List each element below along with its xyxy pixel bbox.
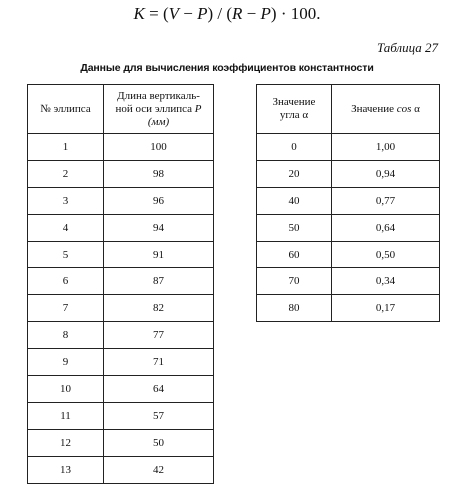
angle-header-line2: угла α: [279, 109, 309, 121]
axis-length-cell: 100: [104, 134, 214, 161]
axis-length-header-line1: Длина вертикаль-: [117, 89, 200, 102]
cosine-value-cell: 0,64: [332, 214, 440, 241]
ellipse-table-row: [28, 349, 214, 376]
formula-eq: = (: [144, 4, 169, 23]
ellipse-number-cell: 9: [28, 349, 104, 376]
formula-mid: ) / (: [207, 4, 233, 23]
formula-r: R: [232, 4, 243, 23]
cosine-value-cell: 0,94: [332, 160, 440, 187]
ellipse-number-cell: 2: [28, 160, 104, 187]
axis-length-header: [104, 85, 214, 134]
angle-header-line1: Значение: [272, 96, 316, 108]
formula-tail: ) · 100.: [270, 4, 321, 23]
cosine-value-cell: 0,77: [332, 187, 440, 214]
ellipse-number-cell: 1: [28, 134, 104, 161]
cosine-header: [332, 85, 440, 134]
formula: [0, 4, 454, 24]
ellipse-number-cell: 13: [28, 456, 104, 483]
ellipse-number-cell: 11: [28, 402, 104, 429]
cosine-value-cell: 0,34: [332, 268, 440, 295]
axis-length-cell: 98: [104, 160, 214, 187]
ellipse-number-header: [28, 85, 104, 134]
axis-length-cell: 87: [104, 268, 214, 295]
axis-length-cell: 96: [104, 187, 214, 214]
axis-length-cell: 82: [104, 295, 214, 322]
ellipse-number-cell: 7: [28, 295, 104, 322]
angle-value-cell: 40: [257, 187, 332, 214]
ellipse-number-cell: 5: [28, 241, 104, 268]
axis-length-cell: 64: [104, 376, 214, 403]
angle-value-cell: 60: [257, 241, 332, 268]
ellipse-table-row: [28, 322, 214, 349]
ellipse-table-header-row: [28, 85, 214, 134]
cosine-header-pre: Значение: [351, 102, 397, 115]
formula-minus-1: −: [179, 4, 198, 23]
axis-length-cell: 77: [104, 322, 214, 349]
ellipse-table-row: [28, 456, 214, 483]
table-number: Таблица 27: [376, 40, 438, 55]
cosine-table-row: [257, 160, 440, 187]
angle-value-cell: 70: [257, 268, 332, 295]
ellipse-number-cell: 8: [28, 322, 104, 349]
angle-header: [257, 85, 332, 134]
axis-length-cell: 91: [104, 241, 214, 268]
axis-length-cell: 57: [104, 402, 214, 429]
ellipse-number-header-label: № эллипса: [40, 102, 91, 115]
axis-length-cell: 50: [104, 429, 214, 456]
ellipse-table-row: [28, 134, 214, 161]
cosine-header-post: α: [411, 102, 420, 115]
ellipse-table: [27, 84, 214, 484]
cosine-table-row: [257, 241, 440, 268]
ellipse-table-row: [28, 241, 214, 268]
formula-p-1: P: [197, 4, 208, 23]
ellipse-table-row: [28, 187, 214, 214]
cosine-value-cell: 0,17: [332, 295, 440, 322]
cosine-value-cell: 1,00: [332, 134, 440, 161]
cosine-table-row: [257, 214, 440, 241]
table-caption: Данные для вычисления коэффициентов константности: [80, 62, 374, 74]
axis-length-header-line2: ной оси эллипса: [115, 102, 195, 115]
ellipse-table-row: [28, 268, 214, 295]
axis-length-cell: 71: [104, 349, 214, 376]
ellipse-table-row: [28, 402, 214, 429]
axis-length-cell: 94: [104, 214, 214, 241]
cosine-table-header-row: [257, 85, 440, 134]
ellipse-table-row: [28, 160, 214, 187]
cosine-table-row: [257, 295, 440, 322]
cosine-table-row: [257, 187, 440, 214]
formula-minus-2: −: [242, 4, 261, 23]
cosine-value-cell: 0,50: [332, 241, 440, 268]
axis-length-cell: 42: [104, 456, 214, 483]
ellipse-number-cell: 4: [28, 214, 104, 241]
ellipse-table-body: [28, 134, 214, 484]
cosine-table-body: [257, 134, 440, 322]
ellipse-table-row: [28, 214, 214, 241]
ellipse-number-cell: 3: [28, 187, 104, 214]
cosine-table: [256, 84, 440, 322]
axis-length-header-unit: (мм): [147, 115, 170, 128]
formula-v: V: [168, 4, 179, 23]
ellipse-table-row: [28, 376, 214, 403]
angle-value-cell: 50: [257, 214, 332, 241]
cosine-table-row: [257, 134, 440, 161]
cosine-table-row: [257, 268, 440, 295]
ellipse-number-cell: 12: [28, 429, 104, 456]
formula-k: K: [133, 4, 145, 23]
ellipse-number-cell: 6: [28, 268, 104, 295]
angle-value-cell: 20: [257, 160, 332, 187]
cosine-header-cos: cos: [396, 102, 412, 115]
angle-value-cell: 80: [257, 295, 332, 322]
ellipse-number-cell: 10: [28, 376, 104, 403]
angle-value-cell: 0: [257, 134, 332, 161]
axis-length-header-var: Р: [194, 102, 202, 115]
formula-p-2: P: [260, 4, 271, 23]
ellipse-table-row: [28, 429, 214, 456]
ellipse-table-row: [28, 295, 214, 322]
